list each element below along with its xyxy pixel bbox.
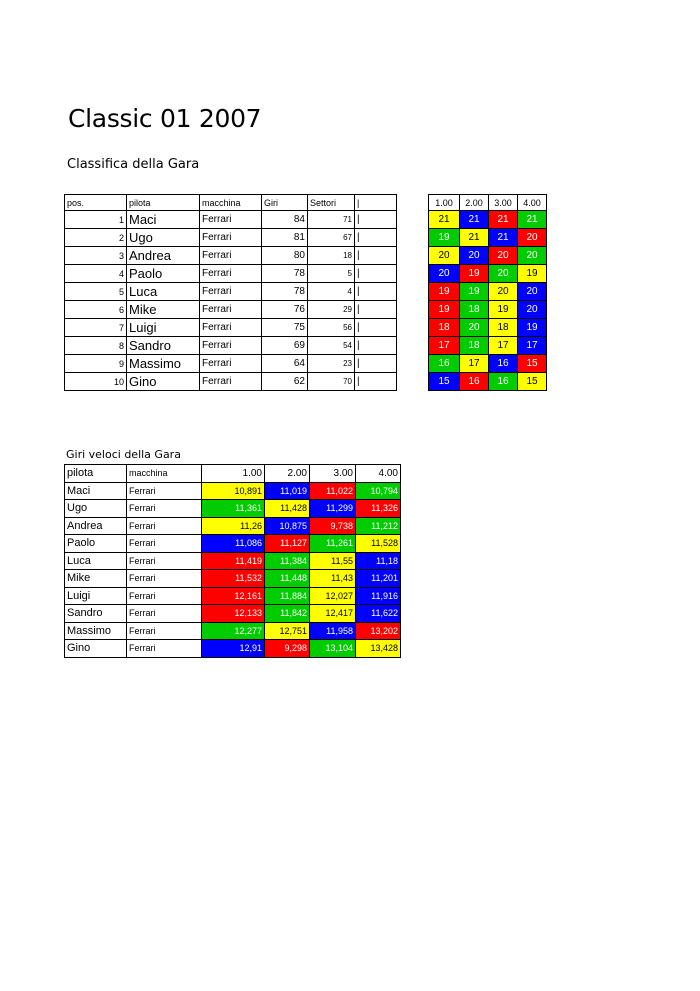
sectors-count: 56 [308, 319, 355, 337]
driver-name: Mike [127, 301, 200, 319]
header-gap [397, 195, 429, 211]
driver-name: Luca [65, 552, 127, 570]
lap-time-cell: 11,361 [202, 500, 265, 518]
laps-row [65, 640, 401, 658]
lap-time-cell: 12,751 [265, 622, 310, 640]
driver-name: Ugo [65, 500, 127, 518]
lap-time-cell: 11,958 [310, 622, 356, 640]
heat-score-cell: 20 [518, 247, 547, 265]
car-name: Ferrari [200, 373, 262, 391]
gap-cell [397, 229, 429, 247]
driver-name: Andrea [127, 247, 200, 265]
laps-row [65, 605, 401, 623]
laps-row [65, 570, 401, 588]
heat-score-cell: 15 [429, 373, 460, 391]
header-pilota: pilota [65, 465, 127, 483]
heat-score-cell: 21 [489, 229, 518, 247]
car-name: Ferrari [127, 640, 202, 658]
heat-score-cell: 19 [518, 319, 547, 337]
lap-time-cell: 9,298 [265, 640, 310, 658]
lap-time-cell: 11,428 [265, 500, 310, 518]
car-name: Ferrari [127, 570, 202, 588]
car-name: Ferrari [200, 355, 262, 373]
results-row [65, 229, 547, 247]
heat-score-cell: 19 [429, 229, 460, 247]
heat-score-cell: 18 [429, 319, 460, 337]
gap-cell [397, 373, 429, 391]
car-name: Ferrari [200, 247, 262, 265]
heat-score-cell: 18 [460, 337, 489, 355]
lap-time-cell: 12,91 [202, 640, 265, 658]
heat-score-cell: 16 [489, 355, 518, 373]
laps-row [65, 535, 401, 553]
results-row [65, 211, 547, 229]
lap-time-cell: 10,875 [265, 517, 310, 535]
car-name: Ferrari [200, 337, 262, 355]
lap-time-cell: 13,202 [356, 622, 401, 640]
car-name: Ferrari [127, 535, 202, 553]
header-macchina: macchina [200, 195, 262, 211]
heat-score-cell: 20 [460, 247, 489, 265]
heat-score-cell: 20 [489, 283, 518, 301]
results-row [65, 283, 547, 301]
separator-mark: | [355, 265, 397, 283]
heat-score-cell: 17 [489, 337, 518, 355]
header-h1: 1.00 [429, 195, 460, 211]
lap-time-cell: 11,261 [310, 535, 356, 553]
heat-score-cell: 16 [489, 373, 518, 391]
laps-row [65, 552, 401, 570]
driver-name: Maci [127, 211, 200, 229]
header-giri: Giri [262, 195, 308, 211]
heat-score-cell: 21 [429, 211, 460, 229]
laps-row [65, 587, 401, 605]
lap-time-cell: 10,891 [202, 482, 265, 500]
car-name: Ferrari [200, 265, 262, 283]
driver-name: Massimo [127, 355, 200, 373]
car-name: Ferrari [200, 283, 262, 301]
sectors-count: 70 [308, 373, 355, 391]
results-row [65, 337, 547, 355]
header-h4: 4.00 [518, 195, 547, 211]
lap-time-cell: 9,738 [310, 517, 356, 535]
driver-name: Luca [127, 283, 200, 301]
lap-time-cell: 11,086 [202, 535, 265, 553]
car-name: Ferrari [127, 517, 202, 535]
lap-time-cell: 12,133 [202, 605, 265, 623]
lap-time-cell: 12,161 [202, 587, 265, 605]
results-row [65, 355, 547, 373]
lap-time-cell: 10,794 [356, 482, 401, 500]
separator-mark: | [355, 247, 397, 265]
laps-row [65, 517, 401, 535]
laps-count: 62 [262, 373, 308, 391]
lap-time-cell: 11,127 [265, 535, 310, 553]
driver-name: Mike [65, 570, 127, 588]
separator-mark: | [355, 337, 397, 355]
separator-mark: | [355, 283, 397, 301]
heat-score-cell: 19 [518, 265, 547, 283]
car-name: Ferrari [200, 229, 262, 247]
position-cell: 10 [65, 373, 127, 391]
separator-mark: | [355, 211, 397, 229]
lap-time-cell: 11,299 [310, 500, 356, 518]
driver-name: Maci [65, 482, 127, 500]
lap-time-cell: 11,532 [202, 570, 265, 588]
lap-time-cell: 11,326 [356, 500, 401, 518]
car-name: Ferrari [200, 301, 262, 319]
sectors-count: 54 [308, 337, 355, 355]
laps-count: 81 [262, 229, 308, 247]
heat-score-cell: 20 [518, 301, 547, 319]
laps-row [65, 500, 401, 518]
header-pos: pos. [65, 195, 127, 211]
header-pilota: pilota [127, 195, 200, 211]
header-h3: 3.00 [310, 465, 356, 483]
driver-name: Gino [65, 640, 127, 658]
driver-name: Gino [127, 373, 200, 391]
position-cell: 3 [65, 247, 127, 265]
sectors-count: 23 [308, 355, 355, 373]
driver-name: Massimo [65, 622, 127, 640]
driver-name: Sandro [127, 337, 200, 355]
laps-count: 80 [262, 247, 308, 265]
heat-score-cell: 17 [460, 355, 489, 373]
lap-time-cell: 11,528 [356, 535, 401, 553]
heat-score-cell: 19 [460, 265, 489, 283]
heat-score-cell: 20 [460, 319, 489, 337]
lap-time-cell: 11,842 [265, 605, 310, 623]
heat-score-cell: 19 [429, 283, 460, 301]
heat-score-cell: 21 [518, 211, 547, 229]
lap-time-cell: 11,019 [265, 482, 310, 500]
separator-mark: | [355, 373, 397, 391]
gap-cell [397, 283, 429, 301]
car-name: Ferrari [200, 211, 262, 229]
results-heading: Classifica della Gara [67, 157, 200, 172]
separator-mark: | [355, 355, 397, 373]
heat-score-cell: 17 [429, 337, 460, 355]
lap-time-cell: 12,277 [202, 622, 265, 640]
driver-name: Paolo [65, 535, 127, 553]
results-row [65, 247, 547, 265]
heat-score-cell: 19 [460, 283, 489, 301]
gap-cell [397, 301, 429, 319]
header-h2: 2.00 [460, 195, 489, 211]
header-h4: 4.00 [356, 465, 401, 483]
page-title: Classic 01 2007 [68, 104, 262, 133]
lap-time-cell: 11,18 [356, 552, 401, 570]
lap-time-cell: 11,419 [202, 552, 265, 570]
laps-count: 76 [262, 301, 308, 319]
driver-name: Luigi [127, 319, 200, 337]
sectors-count: 4 [308, 283, 355, 301]
lap-time-cell: 12,027 [310, 587, 356, 605]
gap-cell [397, 265, 429, 283]
header-bar: | [355, 195, 397, 211]
position-cell: 6 [65, 301, 127, 319]
lap-time-cell: 11,884 [265, 587, 310, 605]
position-cell: 4 [65, 265, 127, 283]
sectors-count: 5 [308, 265, 355, 283]
results-row [65, 265, 547, 283]
laps-count: 78 [262, 283, 308, 301]
position-cell: 2 [65, 229, 127, 247]
laps-heading: Giri veloci della Gara [66, 448, 181, 461]
driver-name: Ugo [127, 229, 200, 247]
car-name: Ferrari [200, 319, 262, 337]
laps-count: 75 [262, 319, 308, 337]
car-name: Ferrari [127, 622, 202, 640]
lap-time-cell: 11,448 [265, 570, 310, 588]
position-cell: 5 [65, 283, 127, 301]
header-h1: 1.00 [202, 465, 265, 483]
sectors-count: 71 [308, 211, 355, 229]
heat-score-cell: 20 [429, 247, 460, 265]
car-name: Ferrari [127, 552, 202, 570]
results-row [65, 319, 547, 337]
laps-count: 84 [262, 211, 308, 229]
gap-cell [397, 355, 429, 373]
heat-score-cell: 21 [489, 211, 518, 229]
position-cell: 1 [65, 211, 127, 229]
sectors-count: 18 [308, 247, 355, 265]
gap-cell [397, 337, 429, 355]
position-cell: 8 [65, 337, 127, 355]
separator-mark: | [355, 319, 397, 337]
header-h3: 3.00 [489, 195, 518, 211]
heat-score-cell: 20 [429, 265, 460, 283]
laps-row [65, 482, 401, 500]
header-h2: 2.00 [265, 465, 310, 483]
sectors-count: 67 [308, 229, 355, 247]
separator-mark: | [355, 301, 397, 319]
heat-score-cell: 16 [460, 373, 489, 391]
gap-cell [397, 247, 429, 265]
sectors-count: 29 [308, 301, 355, 319]
lap-time-cell: 11,201 [356, 570, 401, 588]
lap-time-cell: 13,428 [356, 640, 401, 658]
laps-header-row [65, 465, 401, 483]
laps-count: 78 [262, 265, 308, 283]
car-name: Ferrari [127, 500, 202, 518]
gap-cell [397, 211, 429, 229]
results-row [65, 301, 547, 319]
heat-score-cell: 20 [489, 247, 518, 265]
heat-score-cell: 20 [518, 283, 547, 301]
heat-score-cell: 18 [460, 301, 489, 319]
driver-name: Sandro [65, 605, 127, 623]
lap-time-cell: 13,104 [310, 640, 356, 658]
header-macchina: macchina [127, 465, 202, 483]
heat-score-cell: 20 [518, 229, 547, 247]
heat-score-cell: 19 [489, 301, 518, 319]
results-table [64, 194, 547, 391]
car-name: Ferrari [127, 605, 202, 623]
heat-score-cell: 21 [460, 229, 489, 247]
lap-time-cell: 11,212 [356, 517, 401, 535]
lap-time-cell: 12,417 [310, 605, 356, 623]
laps-count: 64 [262, 355, 308, 373]
driver-name: Luigi [65, 587, 127, 605]
heat-score-cell: 16 [429, 355, 460, 373]
car-name: Ferrari [127, 482, 202, 500]
header-settori: Settori [308, 195, 355, 211]
position-cell: 7 [65, 319, 127, 337]
lap-time-cell: 11,384 [265, 552, 310, 570]
heat-score-cell: 17 [518, 337, 547, 355]
laps-row [65, 622, 401, 640]
heat-score-cell: 19 [429, 301, 460, 319]
results-header-row [65, 195, 547, 211]
laps-table [64, 464, 401, 658]
driver-name: Paolo [127, 265, 200, 283]
separator-mark: | [355, 229, 397, 247]
position-cell: 9 [65, 355, 127, 373]
heat-score-cell: 21 [460, 211, 489, 229]
lap-time-cell: 11,916 [356, 587, 401, 605]
gap-cell [397, 319, 429, 337]
lap-time-cell: 11,26 [202, 517, 265, 535]
car-name: Ferrari [127, 587, 202, 605]
heat-score-cell: 20 [489, 265, 518, 283]
laps-count: 69 [262, 337, 308, 355]
lap-time-cell: 11,622 [356, 605, 401, 623]
driver-name: Andrea [65, 517, 127, 535]
lap-time-cell: 11,55 [310, 552, 356, 570]
results-row [65, 373, 547, 391]
heat-score-cell: 15 [518, 355, 547, 373]
lap-time-cell: 11,022 [310, 482, 356, 500]
lap-time-cell: 11,43 [310, 570, 356, 588]
heat-score-cell: 18 [489, 319, 518, 337]
heat-score-cell: 15 [518, 373, 547, 391]
